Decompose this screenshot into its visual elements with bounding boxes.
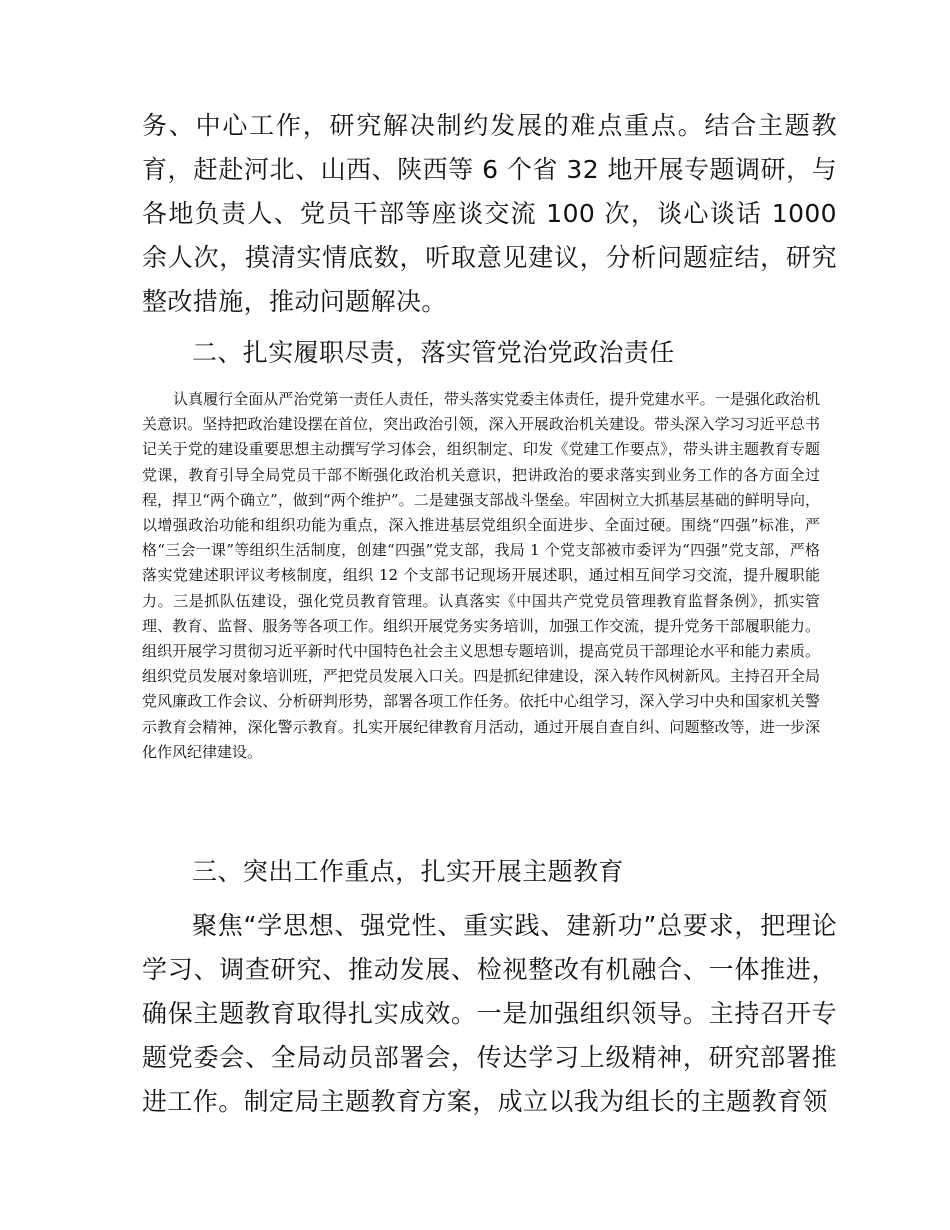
section-heading-three: 三、突出工作重点，扎实开展主题教育	[192, 857, 624, 886]
paragraph-theme-education: 聚焦“学思想、强党性、重实践、建新功”总要求，把理论学习、调查研究、推动发展、检视整改有机融合、一体推进，确保主题教育取得扎实成效。一是加强组织领导。主持召开专题党委会、全局动员部署会，传达学习上级精神，研究部署推进工作。制定局主题教育方案，成立以我为组长的主题教育领	[142, 911, 837, 1116]
section-heading-two: 二、扎实履职尽责，落实管党治党政治责任	[192, 338, 675, 367]
paragraph-research-summary: 务、中心工作，研究解决制约发展的难点重点。结合主题教育，赶赴河北、山西、陕西等 6 个省 32 地开展专题调研，与各地负责人、党员干部等座谈交流 100 次，谈心谈话 1000 余人次，摸清实情底数，听取意见建议，分析问题症结，研究整改措施，推动问题解决。	[142, 111, 837, 316]
paragraph-party-responsibility: 认真履行全面从严治党第一责任人责任，带头落实党委主体责任，提升党建水平。一是强化政治机关意识。坚持把政治建设摆在首位，突出政治引领，深入开展政治机关建设。带头深入学习习近平总书记关于党的建设重要思想主动撰写学习体会，组织制定、印发《党建工作要点》，带头讲主题教育专题党课，教育引导全局党员干部不断强化政治机关意识，把讲政治的要求落实到业务工作的各方面全过程，捍卫“两个确立”，做到“两个维护”。二是建强支部战斗堡垒。牢固树立大抓基层基础的鲜明导向，以增强政治功能和组织功能为重点，深入推进基层党组织全面进步、全面过硬。围绕“四强”标准，严格“三会一课”等组织生活制度，创建“四强”党支部，我局 1 个党支部被市委评为“四强”党支部，严格落实党建述职评议考核制度，组织 12 个支部书记现场开展述职，通过相互间学习交流，提升履职能力。三是抓队伍建设，强化党员教育管理。认真落实《中国共产党党员管理教育监督条例》，抓实管理、教育、监督、服务等各项工作。组织开展党务实务培训，加强工作交流，提升党务干部履职能力。组织开展学习贯彻习近平新时代中国特色社会主义思想专题培训，提高党员干部理论水平和能力素质。组织党员发展对象培训班，严把党员发展入口关。四是抓纪律建设，深入转作风树新风。主持召开全局党风廉政工作会议、分析研判形势，部署各项工作任务。依托中心组学习，深入学习中央和国家机关警示教育会精神，深化警示教育。扎实开展纪律教育月活动，通过开展自查自纠、问题整改等，进一步深化作风纪律建设。	[142, 390, 820, 761]
